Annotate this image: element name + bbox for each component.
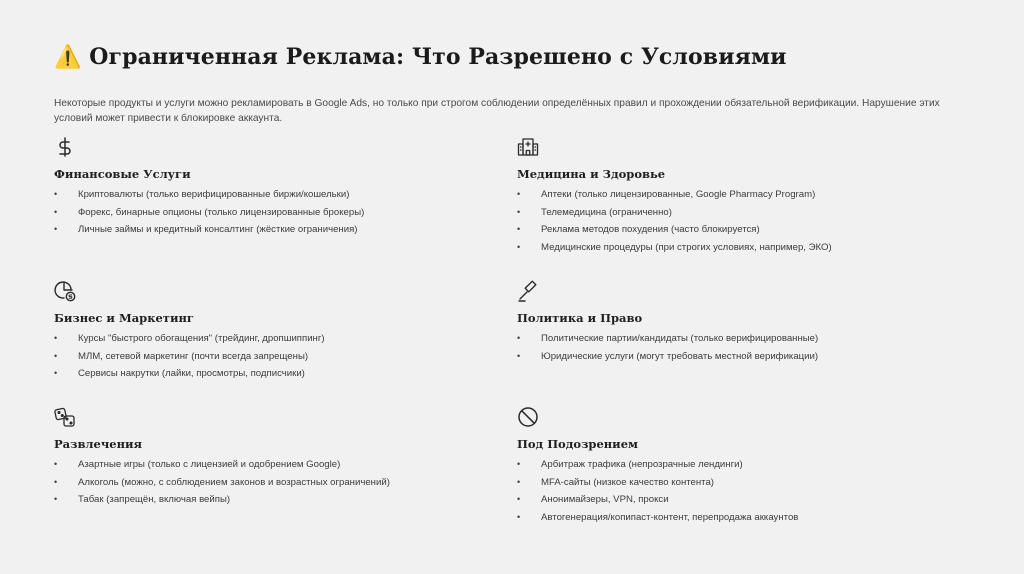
section-politics <box>517 280 957 365</box>
item-list <box>517 186 957 256</box>
list-item: • МЛМ, сетевой маркетинг (почти всегда запрещены) <box>54 348 494 366</box>
list-item: • Табак (запрещён, включая вейпы) <box>54 491 494 509</box>
list-item: • Курсы "быстрого обогащения" (трейдинг, дропшиппинг) <box>54 330 494 348</box>
section-title: Бизнес и Маркетинг <box>54 311 194 325</box>
page-title: ⚠️ Ограниченная Реклама: Что Разрешено с Условиями <box>54 44 787 70</box>
section-medicine <box>517 136 957 256</box>
section-financial <box>54 136 494 239</box>
dollar-icon <box>54 136 76 158</box>
chart-coin-icon <box>54 280 76 302</box>
item-list <box>517 330 957 365</box>
item-list <box>54 456 494 509</box>
gavel-icon <box>517 280 539 302</box>
list-item: • Алкоголь (можно, с соблюдением законов и возрастных ограничений) <box>54 474 494 492</box>
list-item: • Форекс, бинарные опционы (только лицензированные брокеры) <box>54 204 494 222</box>
list-item: • Криптовалюты (только верифицированные биржи/кошельки) <box>54 186 494 204</box>
list-item: • Юридические услуги (могут требовать местной верификации) <box>517 348 957 366</box>
list-item: • Сервисы накрутки (лайки, просмотры, подписчики) <box>54 365 494 383</box>
list-item: • Телемедицина (ограниченно) <box>517 204 957 222</box>
section-title: Под Подозрением <box>517 437 639 451</box>
item-list <box>54 330 494 383</box>
ban-icon <box>517 406 539 428</box>
list-item: • Медицинские процедуры (при строгих условиях, например, ЭКО) <box>517 239 957 257</box>
list-item: • Личные займы и кредитный консалтинг (жёсткие ограничения) <box>54 221 494 239</box>
section-entertainment <box>54 406 494 509</box>
intro-text: Некоторые продукты и услуги можно рекламировать в Google Ads, но только при строгом соблюдении определённых правил и прохождении обязательной верификации. Нарушение этих условий может привести к блокировке аккаунта. <box>54 98 940 124</box>
list-item: • Анонимайзеры, VPN, прокси <box>517 491 957 509</box>
list-item: • Политические партии/кандидаты (только верифицированные) <box>517 330 957 348</box>
list-item: • Азартные игры (только с лицензией и одобрением Google) <box>54 456 494 474</box>
list-item: • Арбитраж трафика (непрозрачные лендинги) <box>517 456 957 474</box>
section-title: Финансовые Услуги <box>54 167 191 181</box>
section-title: Политика и Право <box>517 311 643 325</box>
section-title: Медицина и Здоровье <box>517 167 666 181</box>
dice-icon <box>54 406 76 428</box>
section-suspicious <box>517 406 957 526</box>
list-item: • MFA-сайты (низкое качество контента) <box>517 474 957 492</box>
section-business <box>54 280 494 383</box>
list-item: • Реклама методов похудения (часто блокируется) <box>517 221 957 239</box>
section-title: Развлечения <box>54 437 143 451</box>
list-item: • Аптеки (только лицензированные, Google Pharmacy Program) <box>517 186 957 204</box>
hospital-icon <box>517 136 539 158</box>
item-list <box>54 186 494 239</box>
list-item: • Автогенерация/копипаст-контент, перепродажа аккаунтов <box>517 509 957 527</box>
item-list <box>517 456 957 526</box>
